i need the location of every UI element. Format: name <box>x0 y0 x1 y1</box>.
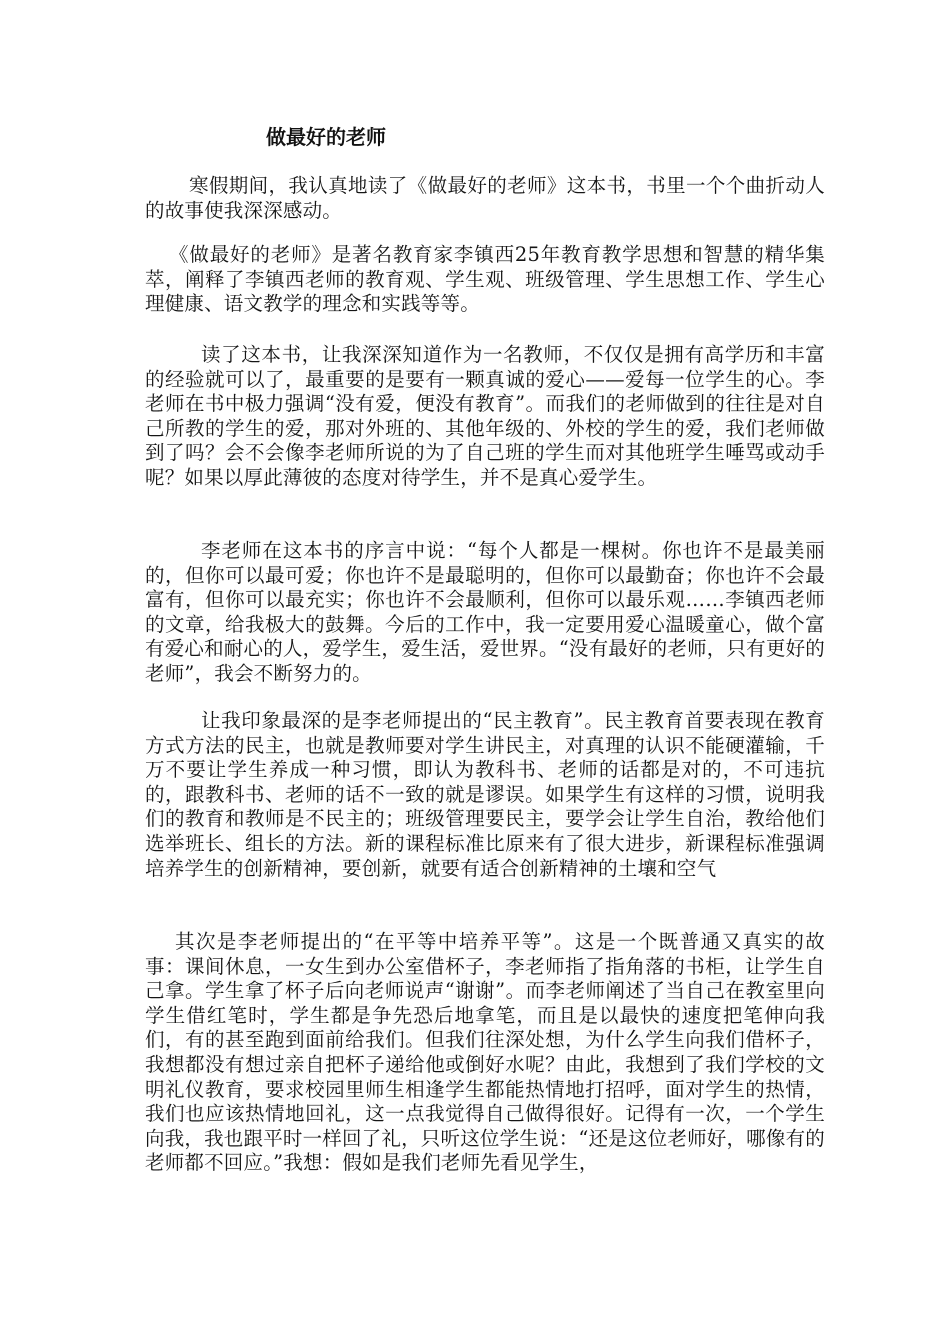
paragraph-2: 《做最好的老师》是著名教育家李镇西25年教育教学思想和智慧的精华集萃，阐释了李镇西老师的教育观、学生观、班级管理、学生思想工作、学生心理健康、语文教学的理念和实践等等。 <box>145 243 825 316</box>
paragraph-6: 其次是李老师提出的“在平等中培养平等”。这是一个既普通又真实的故事：课间休息，一女生到办公室借杯子，李老师指了指角落的书柜，让学生自己拿。学生拿了杯子后向老师说声“谢谢”。而李老师阐述了当自己在教室里向学生借红笔时，学生都是争先恐后地拿笔，而且是以最快的速度把笔伸向我们，有的甚至跑到面前给我们。但我们往深处想，为什么学生向我们借杯子，我想都没有想过亲自把杯子递给他或倒好水呢？由此，我想到了我们学校的文明礼仪教育，要求校园里师生相逢学生都能热情地打招呼，面对学生的热情，我们也应该热情地回礼，这一点我觉得自己做得很好。记得有一次，一个学生向我，我也跟平时一样回了礼，只听这位学生说：“还是这位老师好，哪像有的老师都不回应。”我想：假如是我们老师先看见学生， <box>145 930 825 1175</box>
paragraph-1: 寒假期间，我认真地读了《做最好的老师》这本书，书里一个个曲折动人的故事使我深深感动。 <box>145 174 825 222</box>
paragraph-5: 让我印象最深的是李老师提出的“民主教育”。民主教育首要表现在教育方式方法的民主，也就是教师要对学生讲民主，对真理的认识不能硬灌输，千万不要让学生养成一种习惯，即认为教科书、老师的话都是对的，不可违抗的，跟教科书、老师的话不一致的就是谬误。如果学生有这样的习惯，说明我们的教育和教师是不民主的；班级管理要民主，要学会让学生自治，教给他们选举班长、组长的方法。新的课程标准比原来有了很大进步，新课程标准强调培养学生的创新精神，要创新，就要有适合创新精神的土壤和空气 <box>145 709 825 880</box>
paragraph-4: 李老师在这本书的序言中说：“每个人都是一棵树。你也许不是最美丽的，但你可以最可爱；你也许不是最聪明的，但你可以最勤奋；你也许不会最富有，但你可以最充实；你也许不会最顺利，但你可以最乐观……李镇西老师的文章，给我极大的鼓舞。今后的工作中，我一定要用爱心温暖童心，做个富有爱心和耐心的人，爱学生，爱生活，爱世界。“没有最好的老师，只有更好的老师”，我会不断努力的。 <box>145 539 825 685</box>
document-title: 做最好的老师 <box>266 125 386 149</box>
paragraph-3: 读了这本书，让我深深知道作为一名教师，不仅仅是拥有高学历和丰富的经验就可以了，最重要的是要有一颗真诚的爱心——爱每一位学生的心。李老师在书中极力强调“没有爱，便没有教育”。而我们的老师做到的往往是对自己所教的学生的爱，那对外班的、其他年级的、外校的学生的爱，我们老师做到了吗？会不会像李老师所说的为了自己班的学生而对其他班学生唾骂或动手呢？如果以厚此薄彼的态度对待学生，并不是真心爱学生。 <box>145 343 825 489</box>
